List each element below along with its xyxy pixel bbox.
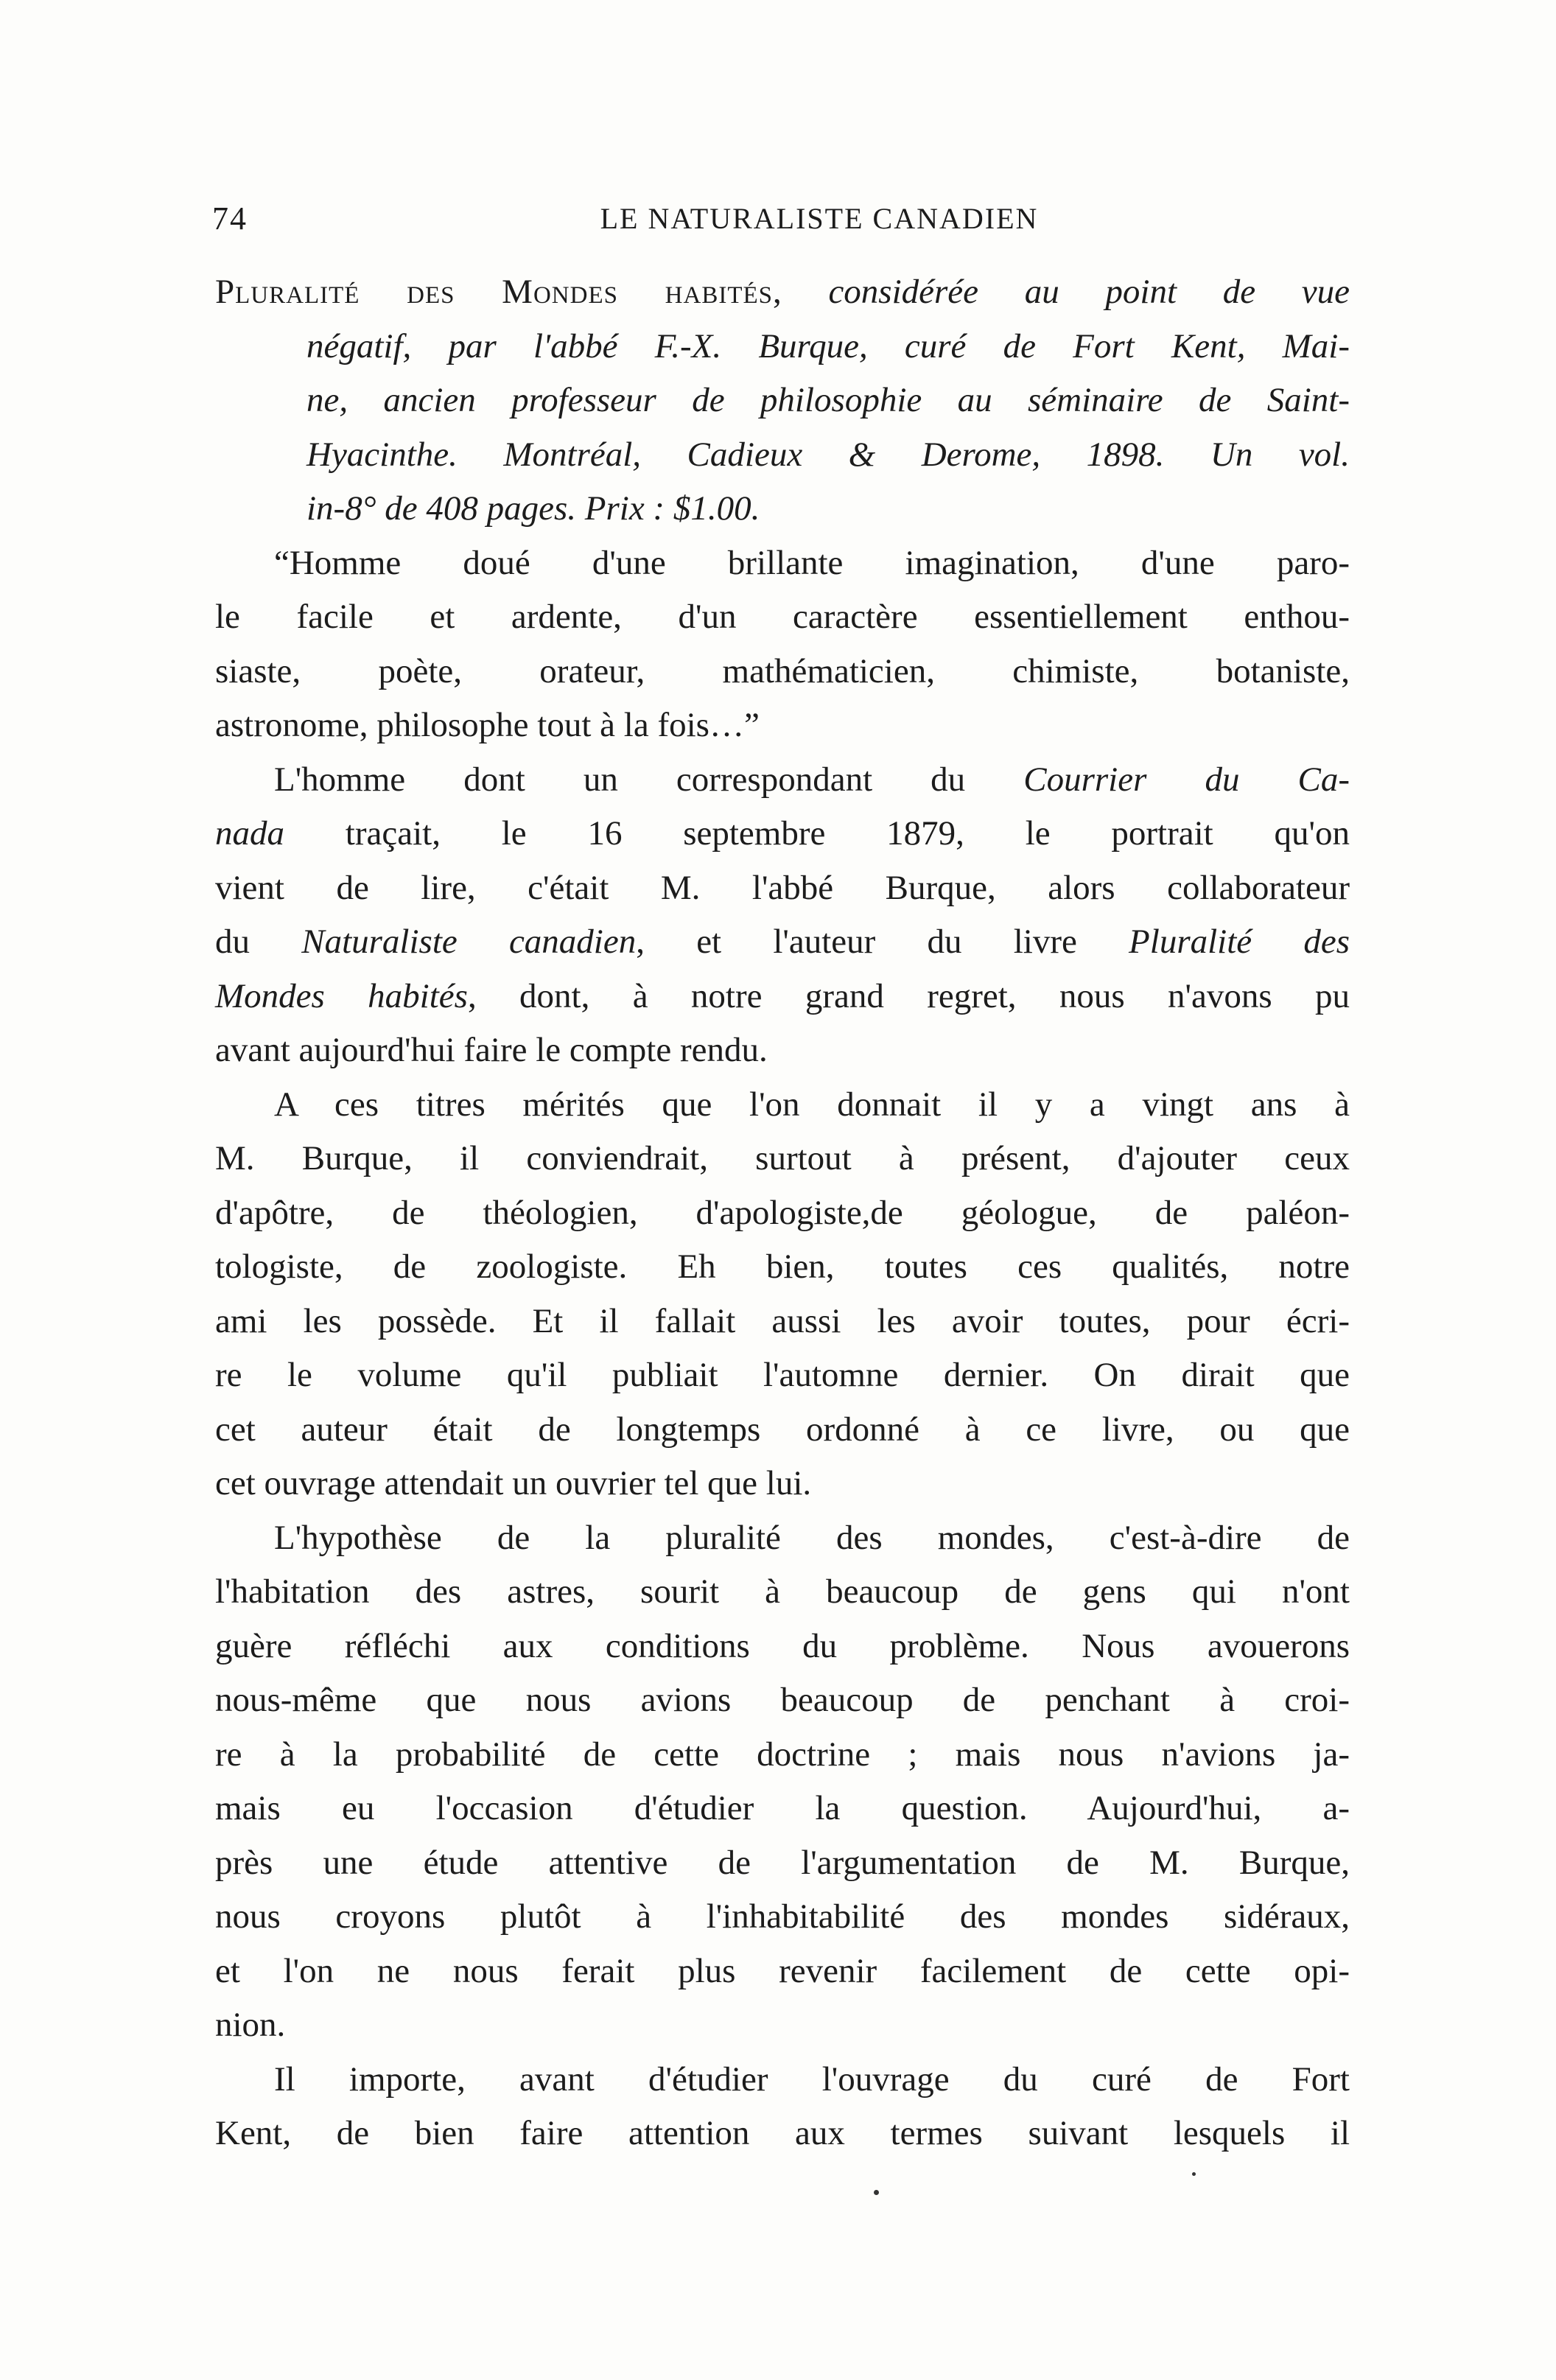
text-line <box>215 1890 1350 1945</box>
text-line <box>215 915 1350 970</box>
text-line <box>215 1511 1350 1566</box>
running-title: LE NATURALISTE CANADIEN <box>600 202 1039 235</box>
text-line <box>215 1132 1350 1186</box>
text-line <box>215 590 1350 645</box>
text-line <box>215 1403 1350 1457</box>
text-line <box>215 1782 1350 1836</box>
text-segment: , dont, à notre grand regret, nous n'avons pu <box>467 976 1350 1015</box>
text-line <box>215 699 1350 753</box>
text-line <box>215 1565 1350 1620</box>
text-line <box>215 2053 1350 2107</box>
text-segment: tologiste, de zoologiste. Eh bien, toutes ces qualités, notre <box>215 1247 1350 1286</box>
italic-text: Courrier du Ca- <box>1023 760 1350 799</box>
text-line <box>215 1023 1350 1078</box>
italic-text: Mondes habités <box>215 976 468 1015</box>
text-segment: “Homme doué d'une brillante imagination, d'une paro- <box>274 543 1350 582</box>
text-line <box>215 645 1350 699</box>
text-line <box>215 1998 1350 2053</box>
italic-text: nada <box>215 814 284 853</box>
text-segment: re à la probabilité de cette doctrine ; mais nous n'avions ja- <box>215 1735 1350 1774</box>
text-segment: avant aujourd'hui faire le compte rendu. <box>215 1031 768 1069</box>
text-segment: L'homme dont un correspondant du <box>274 760 1024 799</box>
text-segment: M. Burque, il conviendrait, surtout à présent, d'ajouter ceux <box>215 1139 1350 1177</box>
italic-text: ne, ancien professeur de philosophie au séminaire de Saint- <box>306 381 1350 419</box>
text-line <box>215 428 1350 483</box>
italic-text: Naturaliste canadien <box>301 923 637 961</box>
text-segment: nous croyons plutôt à l'inhabitabilité des mondes sidéraux, <box>215 1897 1350 1936</box>
text-segment: re le volume qu'il publiait l'automne dernier. On dirait que <box>215 1356 1350 1394</box>
text-segment: cet ouvrage attendait un ouvrier tel que lui. <box>215 1464 812 1502</box>
text-segment: cet auteur était de longtemps ordonné à ce livre, ou que <box>215 1410 1350 1449</box>
text-segment: Il importe, avant d'étudier l'ouvrage du curé de Fort <box>274 2059 1350 2099</box>
body-text <box>215 265 1350 2161</box>
text-line <box>215 1186 1350 1241</box>
text-segment: astronome, philosophe tout à la fois…” <box>215 706 760 744</box>
text-segment: et l'on ne nous ferait plus revenir facilement de cette opi- <box>215 1951 1350 1990</box>
text-segment: mais eu l'occasion d'étudier la question. Aujourd'hui, a- <box>215 1789 1350 1827</box>
text-line <box>215 536 1350 591</box>
page-number: 74 <box>212 200 248 237</box>
text-segment: ami les possède. Et il fallait aussi les avoir toutes, pour écri- <box>215 1301 1350 1340</box>
text-line <box>215 482 1350 536</box>
text-line <box>215 1240 1350 1295</box>
text-segment: Kent, de bien faire attention aux termes suivant lesquels il <box>215 2114 1350 2152</box>
text-line <box>215 1728 1350 1782</box>
text-line <box>215 1457 1350 1511</box>
text-line <box>215 1295 1350 1349</box>
text-line <box>215 1078 1350 1133</box>
small-caps-title: Pluralité des Mondes habités, <box>215 273 782 311</box>
text-segment: le facile et ardente, d'un caractère essentiellement enthou- <box>215 598 1350 636</box>
text-segment: , et l'auteur du livre <box>636 923 1129 961</box>
text-line <box>215 753 1350 808</box>
text-line <box>215 1348 1350 1403</box>
text-line <box>215 807 1350 861</box>
text-segment: L'hypothèse de la pluralité des mondes, c'est-à-dire de <box>274 1518 1350 1557</box>
text-line <box>215 970 1350 1024</box>
text-segment: du <box>215 923 302 961</box>
italic-text: négatif, par l'abbé F.-X. Burque, curé de Fort Kent, Mai- <box>306 326 1350 365</box>
italic-text: Hyacinthe. Montréal, Cadieux & Derome, 1898. Un vol. <box>306 435 1350 474</box>
italic-text: in-8° de 408 pages. Prix : $1.00. <box>306 489 760 528</box>
text-segment: guère réfléchi aux conditions du problème. Nous avouerons <box>215 1626 1350 1665</box>
text-line <box>215 1620 1350 1674</box>
text-segment: nous-même que nous avions beaucoup de penchant à croi- <box>215 1681 1350 1719</box>
text-segment: A ces titres mérités que l'on donnait il y a vingt ans à <box>274 1085 1350 1124</box>
text-segment: traçait, le 16 septembre 1879, le portrait qu'on <box>284 814 1350 853</box>
text-line <box>215 2107 1350 2161</box>
text-segment: nion. <box>215 2006 286 2044</box>
italic-text: Pluralité des <box>1129 923 1350 961</box>
running-header <box>212 193 1353 245</box>
text-line <box>215 1945 1350 1999</box>
text-line <box>215 1836 1350 1891</box>
italic-text: considérée au point de vue <box>782 273 1350 311</box>
text-line <box>215 374 1350 428</box>
text-line <box>215 265 1350 320</box>
text-segment: siaste, poète, orateur, mathématicien, chimiste, botaniste, <box>215 651 1350 690</box>
ink-speck <box>1192 2172 1196 2176</box>
text-line <box>215 861 1350 916</box>
text-segment: l'habitation des astres, sourit à beaucoup de gens qui n'ont <box>215 1572 1350 1611</box>
text-line <box>215 1673 1350 1728</box>
text-segment: d'apôtre, de théologien, d'apologiste,de géologue, de paléon- <box>215 1193 1350 1232</box>
text-segment: près une étude attentive de l'argumentation de M. Burque, <box>215 1843 1350 1882</box>
text-segment: vient de lire, c'était M. l'abbé Burque, alors collaborateur <box>215 868 1350 907</box>
ink-speck <box>874 2190 879 2195</box>
text-line <box>215 320 1350 374</box>
